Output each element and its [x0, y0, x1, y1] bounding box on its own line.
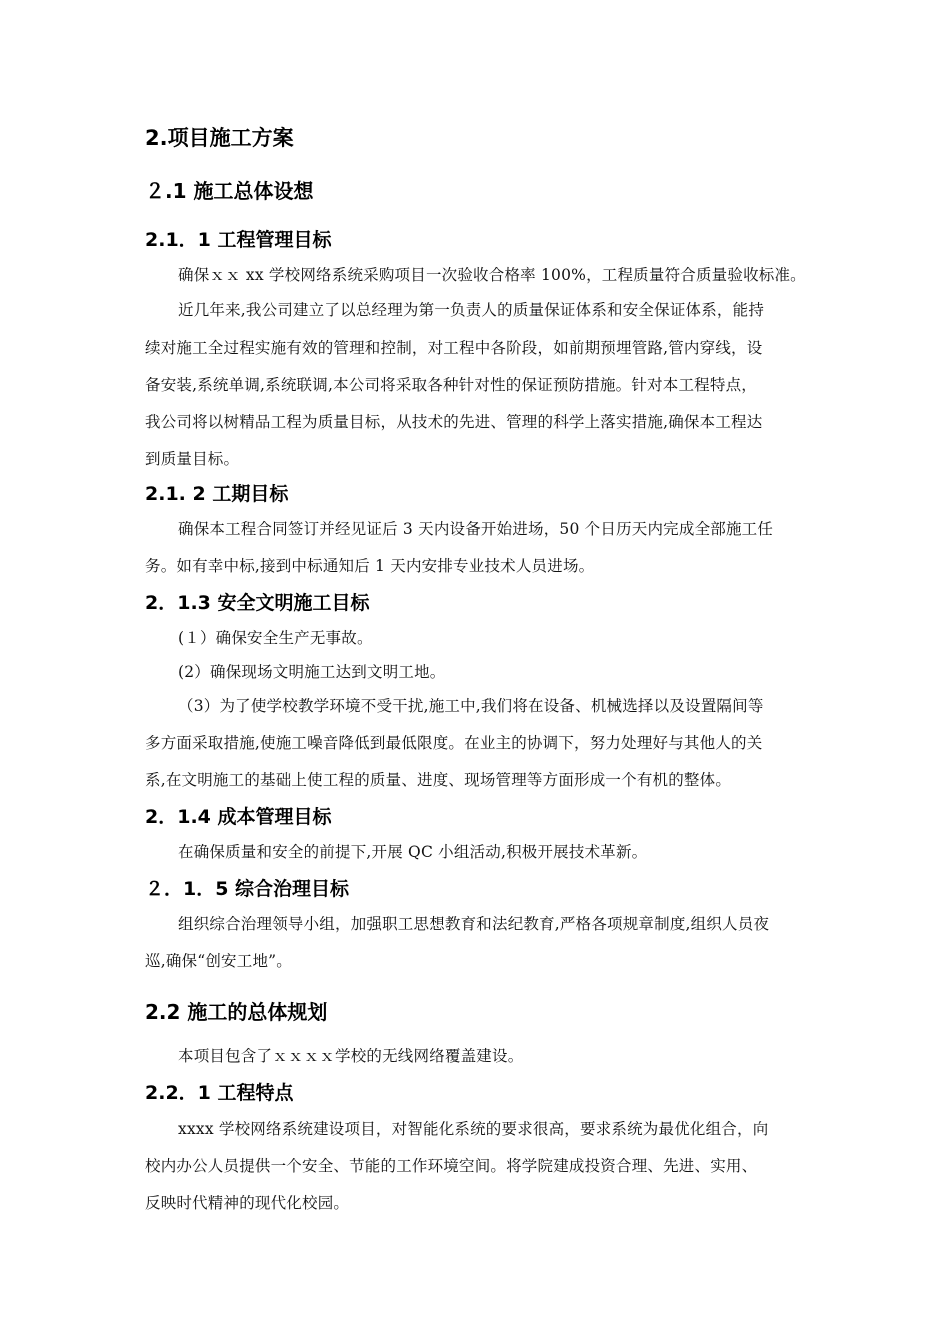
- paragraph-line: 到质量目标。: [145, 450, 240, 468]
- paragraph-line: 备安装,系统单调,系统联调,本公司将采取各种针对性的保证预防措施。针对本工程特点，: [145, 376, 757, 394]
- paragraph-line: xxxx 学校网络系统建设项目，对智能化系统的要求很高，要求系统为最优化组合，向: [178, 1120, 769, 1138]
- paragraph-line: 确保本工程合同签订并经见证后 3 天内设备开始进场，50 个日历天内完成全部施工任: [178, 520, 774, 538]
- heading-project-construction-plan: 2.项目施工方案: [145, 126, 294, 150]
- paragraph-line: 组织综合治理领导小组，加强职工思想教育和法纪教育,严格各项规章制度,组织人员夜: [178, 915, 770, 933]
- paragraph-line: 在确保质量和安全的前提下,开展 QC 小组活动,积极开展技术革新。: [178, 843, 648, 861]
- heading-overall-concept: ２.1 施工总体设想: [145, 179, 314, 203]
- heading-project-features: 2.2．1 工程特点: [145, 1082, 294, 1104]
- paragraph-line: 我公司将以树精品工程为质量目标，从技术的先进、管理的科学上落实措施,确保本工程达: [145, 413, 763, 431]
- paragraph-line: 本项目包含了ｘｘｘｘ学校的无线网络覆盖建设。: [178, 1047, 524, 1065]
- list-item: (2）确保现场文明施工达到文明工地。: [178, 663, 446, 681]
- paragraph-line: 反映时代精神的现代化校园。: [145, 1194, 350, 1212]
- list-item: （3）为了使学校教学环境不受干扰,施工中,我们将在设备、机械选择以及设置隔间等: [178, 697, 764, 715]
- paragraph-line: 系,在文明施工的基础上使工程的质量、进度、现场管理等方面形成一个有机的整体。: [145, 771, 732, 789]
- heading-cost-goals: 2．1.4 成本管理目标: [145, 806, 332, 828]
- heading-schedule-goals: 2.1. 2 工期目标: [145, 483, 289, 505]
- heading-comprehensive-goals: ２．1．5 综合治理目标: [145, 878, 350, 900]
- paragraph-line: 校内办公人员提供一个安全、节能的工作环境空间。将学院建成投资合理、先进、实用、: [145, 1157, 758, 1175]
- heading-overall-planning: 2.2 施工的总体规划: [145, 1000, 328, 1024]
- paragraph-line: 续对施工全过程实施有效的管理和控制，对工程中各阶段，如前期预埋管路,管内穿线，设: [145, 339, 763, 357]
- paragraph-line: 务。如有幸中标,接到中标通知后 1 天内安排专业技术人员进场。: [145, 557, 595, 575]
- paragraph-line: 近几年来,我公司建立了以总经理为第一负责人的质量保证体系和安全保证体系，能持: [178, 301, 765, 319]
- paragraph-line: 多方面采取措施,使施工噪音降低到最低限度。在业主的协调下，努力处理好与其他人的关: [145, 734, 763, 752]
- list-item: (１）确保安全生产无事故。: [178, 629, 373, 647]
- heading-management-goals: 2.1．1 工程管理目标: [145, 229, 332, 251]
- paragraph-line: 巡,确保“创安工地”。: [145, 952, 292, 970]
- paragraph-line: 确保ｘｘ xx 学校网络系统采购项目一次验收合格率 100%，工程质量符合质量验收标准。: [178, 266, 806, 284]
- heading-safety-goals: 2．1.3 安全文明施工目标: [145, 592, 370, 614]
